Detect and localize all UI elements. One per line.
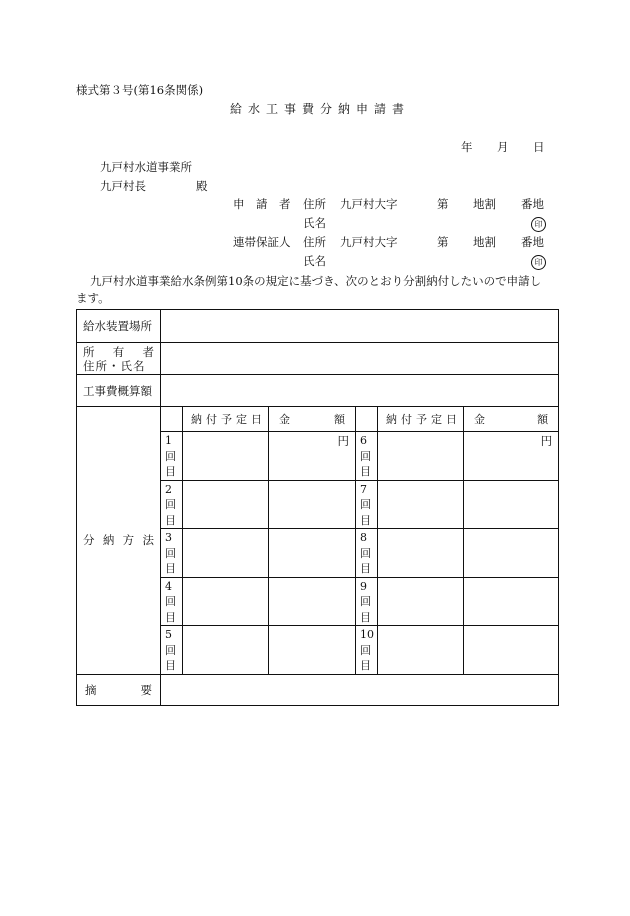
header-blank-right (356, 407, 378, 432)
row-summary (77, 674, 559, 705)
owner-char-3: 者 (142, 344, 154, 359)
summary-char-2: 要 (140, 682, 152, 697)
owner-char-2: 有 (112, 344, 125, 359)
installment-number: 1 回 目 (161, 432, 183, 481)
date-field[interactable] (378, 577, 464, 626)
date-day: 日 (533, 140, 545, 154)
amount-field[interactable] (464, 432, 559, 481)
applicant-dai: 第 (437, 197, 449, 211)
header-amount-right (464, 407, 559, 432)
amount-field[interactable] (464, 480, 559, 529)
row-estimate (77, 375, 559, 407)
amount-char-1: 金 (279, 413, 290, 426)
amount-field[interactable] (269, 432, 356, 481)
date-field[interactable] (183, 577, 269, 626)
guarantor-chiwari: 地割 (473, 235, 496, 249)
addressee-mayor: 九戸村長 (100, 179, 146, 193)
method-char-3: 方 (122, 533, 135, 548)
amount-field[interactable] (269, 480, 356, 529)
amount-field[interactable] (269, 529, 356, 578)
amount-char-2: 額 (537, 413, 549, 426)
header-date-left: 納付予定日 (183, 407, 269, 432)
amount-char-1: 金 (474, 413, 485, 426)
installment-number: 9 回 目 (356, 577, 378, 626)
paragraph-line-2: ます。 (76, 291, 110, 305)
installment-number: 8 回 目 (356, 529, 378, 578)
method-char-1: 分 (83, 533, 95, 548)
applicant-banchi: 番地 (521, 197, 544, 211)
date-field[interactable] (378, 480, 464, 529)
applicant-address-value: 九戸村大字 (340, 197, 398, 211)
installment-table (76, 309, 559, 706)
row-owner (77, 343, 559, 375)
date-field[interactable] (378, 529, 464, 578)
applicant-chiwari: 地割 (473, 197, 496, 211)
installment-number: 10 回 目 (356, 626, 378, 675)
label-estimate: 工事費概算額 (77, 375, 161, 407)
guarantor-seal-icon: 印 (531, 255, 546, 270)
installment-number: 2 回 目 (161, 480, 183, 529)
label-owner (77, 343, 161, 375)
guarantor-dai: 第 (437, 235, 449, 249)
guarantor-name-label: 氏名 (303, 254, 326, 268)
owner-char-1: 所 (83, 344, 95, 359)
date-field[interactable] (378, 432, 464, 481)
applicant-name-label: 氏名 (303, 216, 326, 230)
guarantor-address-label: 住所 (303, 235, 326, 249)
guarantor-role: 連帯保証人 (233, 235, 291, 249)
header-amount-left (269, 407, 356, 432)
field-owner[interactable] (161, 343, 559, 375)
yen-unit: 円 (337, 434, 349, 448)
guarantor-address-value: 九戸村大字 (340, 235, 398, 249)
row-header (77, 407, 559, 432)
applicant-address-label: 住所 (303, 197, 326, 211)
installment-number: 4 回 目 (161, 577, 183, 626)
applicant-role: 申 請 者 (233, 197, 291, 211)
date-field[interactable] (183, 529, 269, 578)
amount-field[interactable] (464, 626, 559, 675)
label-summary (77, 674, 161, 705)
header-blank-left (161, 407, 183, 432)
label-supply-location: 給水装置場所 (77, 310, 161, 343)
label-installment-method (77, 407, 161, 675)
installment-number: 6 回 目 (356, 432, 378, 481)
date-month: 月 (497, 140, 509, 154)
date-field[interactable] (183, 432, 269, 481)
installment-number: 7 回 目 (356, 480, 378, 529)
amount-field[interactable] (269, 626, 356, 675)
date-field[interactable] (378, 626, 464, 675)
addressee-office: 九戸村水道事業所 (100, 160, 192, 174)
owner-line-2: 住所・氏名 (83, 358, 146, 373)
paragraph-line-1: 九戸村水道事業給水条例第10条の規定に基づき、次のとおり分割納付したいので申請し (90, 274, 542, 288)
installment-number: 5 回 目 (161, 626, 183, 675)
applicant-seal-icon: 印 (531, 217, 546, 232)
addressee-honorific: 殿 (196, 179, 208, 193)
header-date-right: 納付予定日 (378, 407, 464, 432)
form-title: 給水工事費分納申請書 (230, 102, 411, 116)
field-supply-location[interactable] (161, 310, 559, 343)
date-field[interactable] (183, 480, 269, 529)
guarantor-banchi: 番地 (521, 235, 544, 249)
amount-char-2: 額 (334, 413, 345, 426)
installment-number: 3 回 目 (161, 529, 183, 578)
date-year: 年 (461, 140, 473, 154)
method-char-4: 法 (142, 533, 154, 548)
form-number: 様式第３号(第16条関係) (76, 83, 204, 97)
date-field[interactable] (183, 626, 269, 675)
yen-unit: 円 (540, 434, 553, 448)
amount-field[interactable] (464, 577, 559, 626)
request-paragraph (76, 273, 558, 307)
field-estimate[interactable] (161, 375, 559, 407)
amount-field[interactable] (464, 529, 559, 578)
summary-char-1: 摘 (85, 682, 97, 697)
amount-field[interactable] (269, 577, 356, 626)
field-summary[interactable] (161, 674, 559, 705)
method-char-2: 納 (102, 533, 115, 548)
row-supply-location (77, 310, 559, 343)
